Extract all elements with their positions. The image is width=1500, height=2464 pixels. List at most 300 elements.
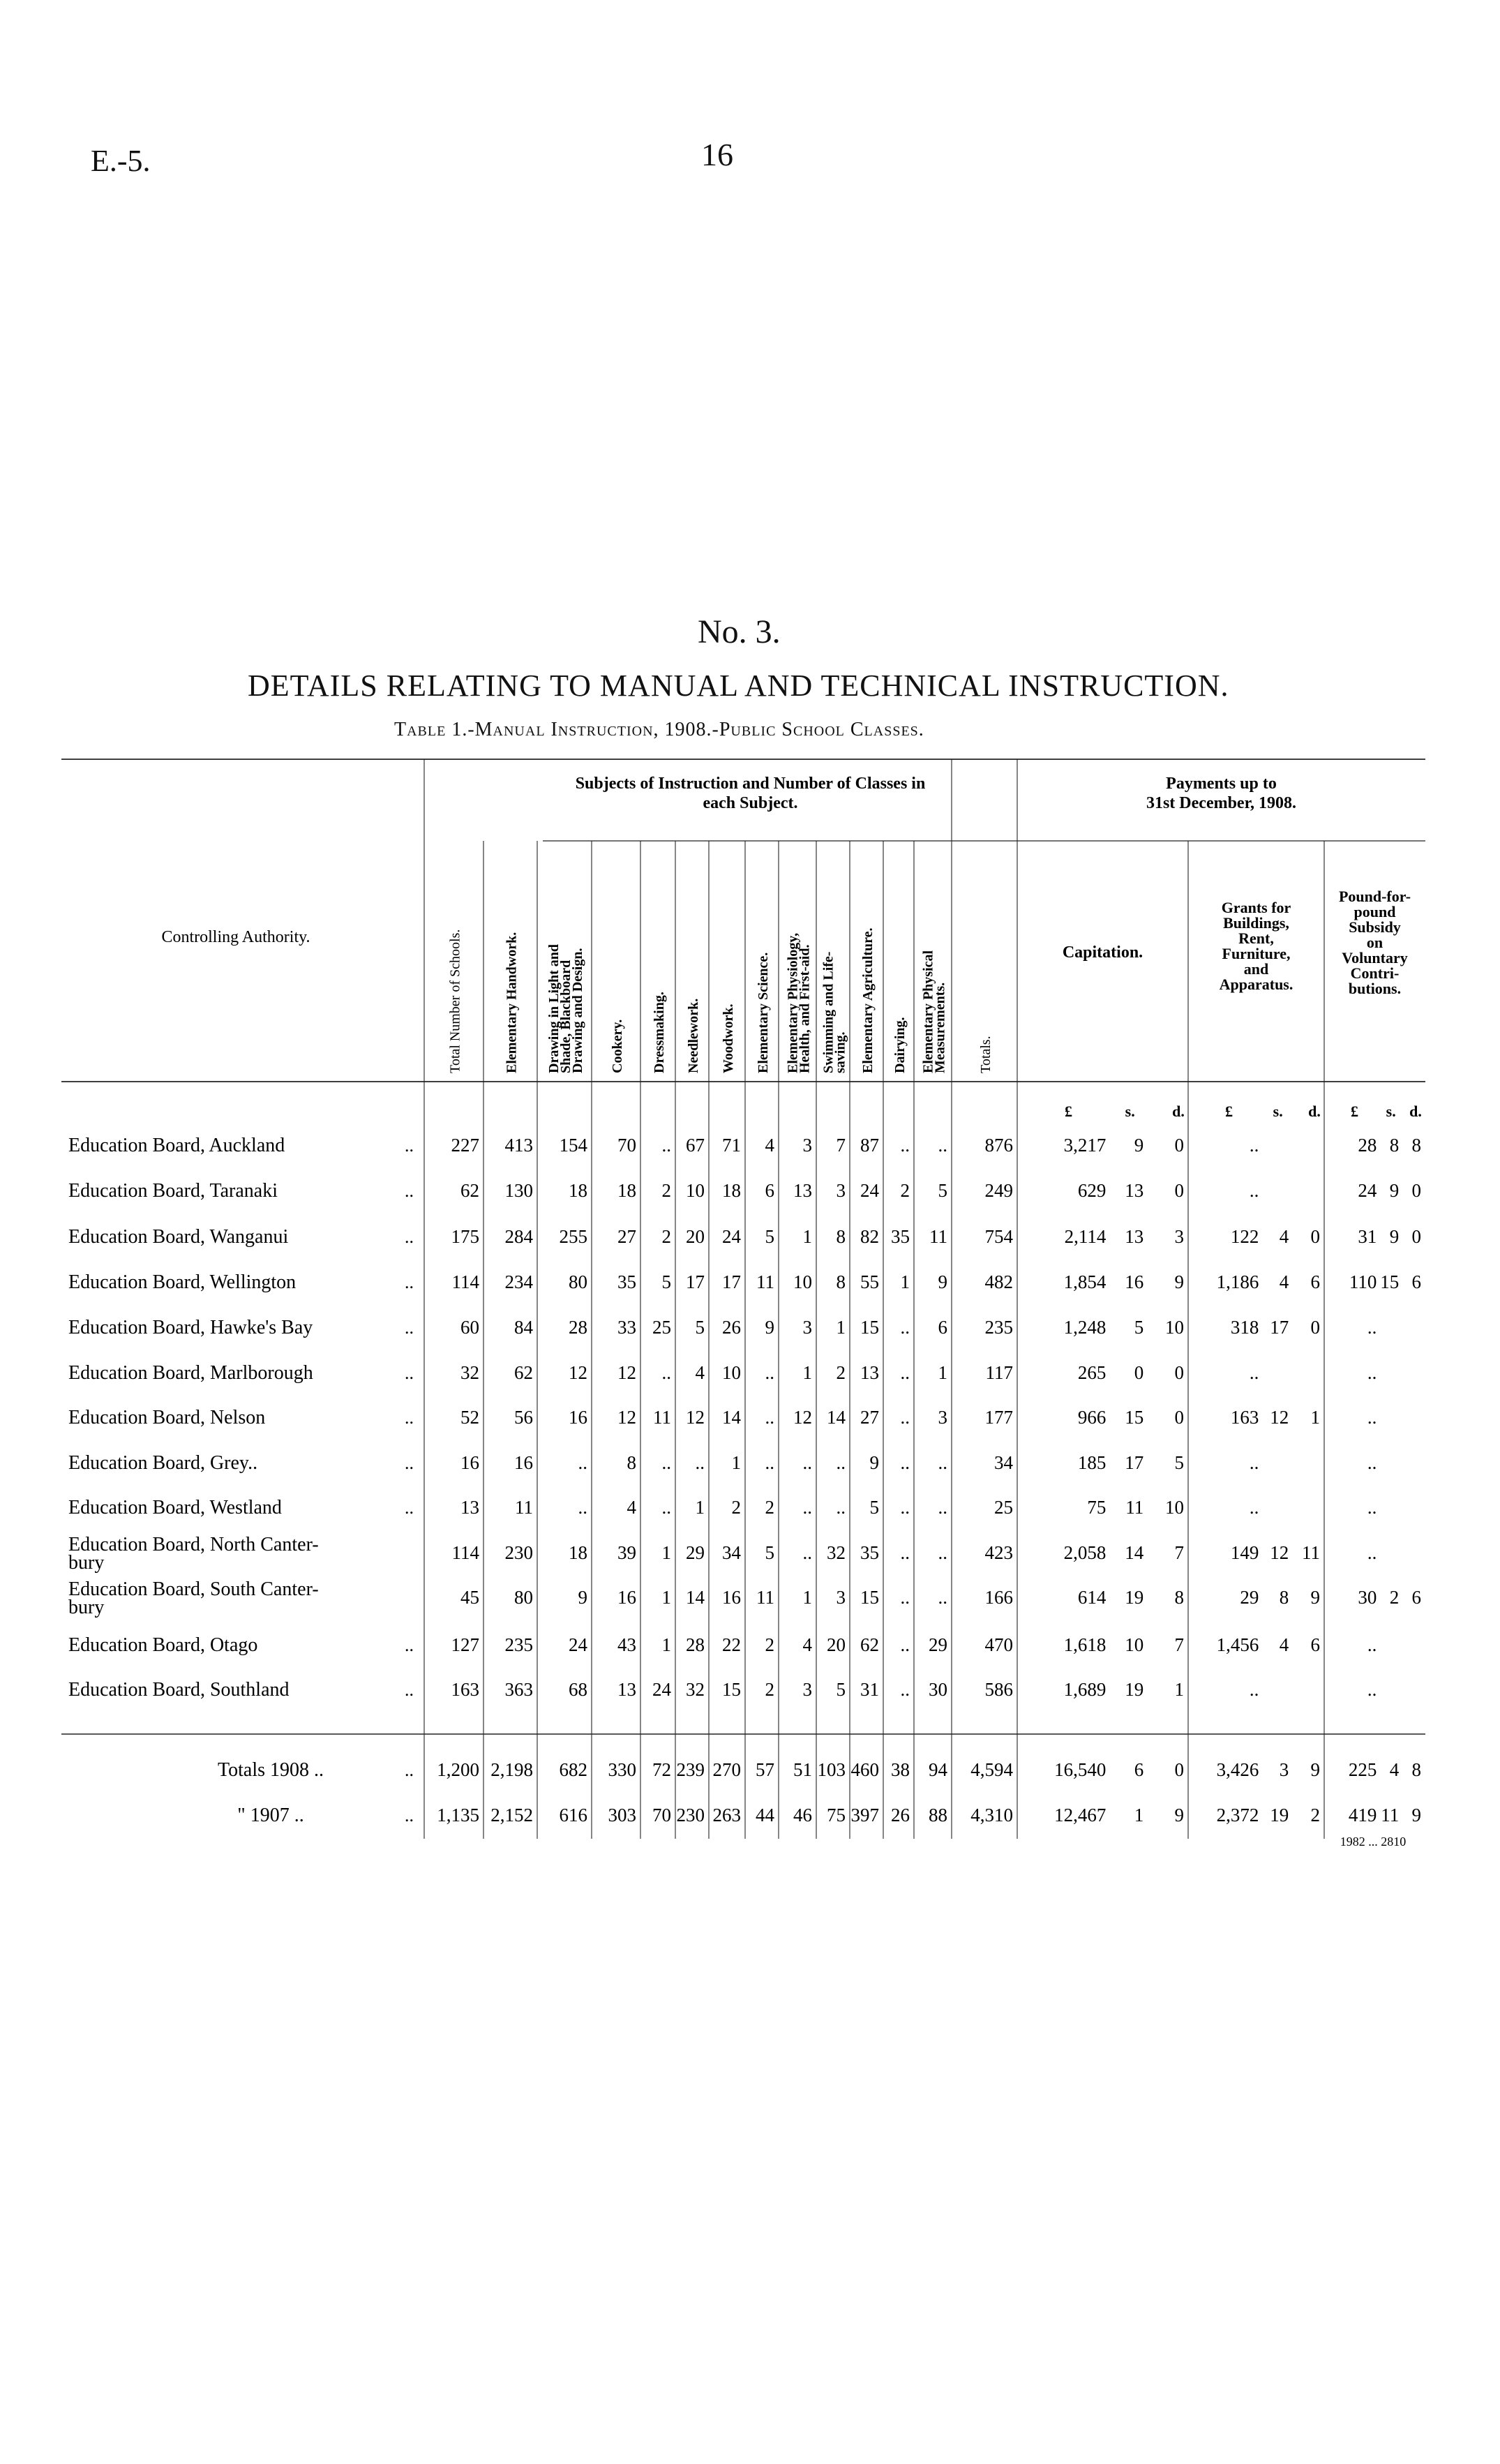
- capitation-header: Capitation.: [1062, 943, 1143, 962]
- table-cell: 235: [504, 1634, 533, 1655]
- capitation-cell-pounds: 1,618: [1063, 1634, 1107, 1655]
- column-header-6-line-1: Needlework.: [686, 998, 701, 1073]
- table-cell: 26: [722, 1317, 741, 1338]
- capitation-cell-pence: 7: [1174, 1542, 1184, 1563]
- totals-capitation-shillings: 6: [1134, 1759, 1144, 1780]
- column-header-13-line-2: Measurements.: [932, 982, 948, 1073]
- totals-pound-subsidy-shillings: 11: [1381, 1805, 1400, 1825]
- totals-pound-subsidy-shillings: 4: [1389, 1759, 1400, 1780]
- capitation-cell-pence: 0: [1174, 1180, 1184, 1201]
- table-cell: 1: [802, 1226, 812, 1247]
- table-cell: 586: [984, 1679, 1013, 1700]
- table-cell: 1: [731, 1452, 741, 1473]
- table-cell: 4: [765, 1135, 774, 1156]
- table-cell: 24: [569, 1634, 587, 1655]
- table-cell: 2: [661, 1180, 671, 1201]
- table-cell: 35: [617, 1271, 636, 1292]
- grants-cell-pounds: ..: [1249, 1452, 1259, 1473]
- table-cell: 62: [514, 1362, 533, 1383]
- table-cell: 482: [984, 1271, 1013, 1292]
- capitation-cell-pounds: 629: [1077, 1180, 1107, 1201]
- table-cell: 235: [984, 1317, 1013, 1338]
- pound-subsidy-header-line-4: on: [1366, 934, 1383, 951]
- table-cell: ..: [900, 1634, 910, 1655]
- table-cell: 18: [569, 1542, 587, 1563]
- capitation-cell-shillings: 15: [1125, 1407, 1144, 1428]
- table-cell: 22: [722, 1634, 741, 1655]
- totals-cell: 88: [929, 1805, 947, 1825]
- table-cell: 10: [686, 1180, 705, 1201]
- document-code: E.-5.: [91, 144, 151, 178]
- table-cell: 84: [514, 1317, 533, 1338]
- pound-subsidy-unit-shilling: s.: [1386, 1103, 1396, 1120]
- table-cell: 3: [802, 1135, 812, 1156]
- column-header-12-line-1: Dairying.: [892, 1017, 908, 1073]
- pound-subsidy-header-line-7: butions.: [1348, 980, 1402, 997]
- row-leader-dots: ..: [405, 1181, 414, 1201]
- table-grid: [61, 754, 1425, 1863]
- column-header-8-line-1: Elementary Science.: [756, 952, 771, 1073]
- grants-cell-shillings: 12: [1270, 1542, 1289, 1563]
- table-cell: 1: [900, 1271, 910, 1292]
- table-cell: 154: [559, 1135, 587, 1156]
- table-cell: 1: [661, 1587, 671, 1608]
- table-footnote: 1982 ... 2810: [1340, 1835, 1407, 1849]
- column-header-9-line-2: Health, and First-aid.: [797, 944, 813, 1073]
- table-cell: 12: [569, 1362, 587, 1383]
- table-cell: ..: [765, 1452, 774, 1473]
- grants-cell-pence: 1: [1310, 1407, 1320, 1428]
- table-cell: 9: [578, 1587, 587, 1608]
- table-cell: 2: [661, 1226, 671, 1247]
- capitation-cell-shillings: 17: [1125, 1452, 1144, 1473]
- table-cell: 2: [765, 1634, 774, 1655]
- capitation-unit-pound: £: [1065, 1103, 1072, 1120]
- table-cell: 25: [994, 1497, 1013, 1518]
- table-cell: 3: [836, 1587, 846, 1608]
- table-cell: 423: [984, 1542, 1013, 1563]
- row-label: Education Board, Southland: [68, 1679, 290, 1701]
- table-cell: 166: [984, 1587, 1013, 1608]
- table-cell: 1: [661, 1634, 671, 1655]
- capitation-cell-pence: 9: [1174, 1271, 1184, 1292]
- totals-cell: 75: [827, 1805, 846, 1825]
- pound-subsidy-cell-shillings: 2: [1389, 1587, 1400, 1608]
- capitation-cell-shillings: 19: [1125, 1679, 1144, 1700]
- capitation-cell-pence: 7: [1174, 1634, 1184, 1655]
- grants-cell-pounds: 1,186: [1216, 1271, 1259, 1292]
- column-header-3-line-2: Shade, Blackboard: [558, 960, 573, 1073]
- table-cell: ..: [661, 1135, 671, 1156]
- pound-subsidy-cell-pounds: ..: [1367, 1634, 1377, 1655]
- table-cell: 87: [860, 1135, 879, 1156]
- table-cell: ..: [802, 1497, 812, 1518]
- table-cell: 20: [686, 1226, 705, 1247]
- table-cell: 11: [756, 1271, 774, 1292]
- column-header-9-line-1: Elementary Physiology,: [785, 932, 801, 1073]
- table-cell: 127: [451, 1634, 479, 1655]
- table-cell: 34: [722, 1542, 741, 1563]
- table-cell: 15: [860, 1317, 879, 1338]
- totals-capitation-shillings: 1: [1134, 1805, 1144, 1825]
- totals-cell: 460: [850, 1759, 879, 1780]
- pound-subsidy-cell-pounds: ..: [1367, 1542, 1377, 1563]
- row-label: Education Board, Westland: [68, 1497, 282, 1518]
- grants-cell-pence: 0: [1310, 1226, 1320, 1247]
- table-cell: ..: [802, 1542, 812, 1563]
- totals-cell: 682: [559, 1759, 587, 1780]
- table-cell: 4: [695, 1362, 705, 1383]
- capitation-cell-shillings: 14: [1125, 1542, 1144, 1563]
- table-cell: 8: [627, 1452, 636, 1473]
- grants-cell-shillings: 4: [1279, 1226, 1289, 1247]
- table-cell: 2: [731, 1497, 741, 1518]
- row-leader-dots: ..: [405, 1227, 414, 1247]
- row-leader-dots: ..: [405, 1635, 414, 1655]
- table-cell: 35: [891, 1226, 910, 1247]
- totals-cell: 303: [608, 1805, 636, 1825]
- table-cell: 32: [460, 1362, 479, 1383]
- table-cell: 31: [860, 1679, 879, 1700]
- row-label-continuation: bury: [68, 1597, 105, 1618]
- pound-subsidy-cell-shillings: 9: [1389, 1226, 1400, 1247]
- controlling-authority-header: Controlling Authority.: [161, 928, 310, 946]
- table-cell: 12: [617, 1407, 636, 1428]
- pound-subsidy-cell-pounds: 30: [1358, 1587, 1377, 1608]
- table-cell: 1: [695, 1497, 705, 1518]
- grants-cell-shillings: 12: [1270, 1407, 1289, 1428]
- capitation-cell-shillings: 11: [1125, 1497, 1144, 1518]
- grants-cell-shillings: 17: [1270, 1317, 1289, 1338]
- table-cell: 413: [504, 1135, 533, 1156]
- table-cell: 10: [722, 1362, 741, 1383]
- row-label: Education Board, Marlborough: [68, 1362, 313, 1384]
- row-leader-dots: ..: [405, 1272, 414, 1292]
- capitation-unit-shilling: s.: [1125, 1103, 1135, 1120]
- capitation-cell-shillings: 16: [1125, 1271, 1144, 1292]
- totals-cell: 51: [793, 1759, 812, 1780]
- table-cell: 29: [686, 1542, 705, 1563]
- pound-subsidy-cell-shillings: 8: [1389, 1135, 1400, 1156]
- pound-subsidy-cell-pounds: 110: [1349, 1271, 1377, 1292]
- pound-subsidy-cell-pounds: 31: [1358, 1226, 1377, 1247]
- totals-cell: 2,198: [490, 1759, 533, 1780]
- row-label-continuation: bury: [68, 1552, 105, 1574]
- grants-cell-pounds: 149: [1230, 1542, 1259, 1563]
- grants-cell-pounds: 29: [1240, 1587, 1259, 1608]
- totals-leader-dots: ..: [405, 1760, 414, 1780]
- table-cell: 14: [686, 1587, 705, 1608]
- table-cell: 16: [617, 1587, 636, 1608]
- table-cell: ..: [661, 1362, 671, 1383]
- table-cell: 68: [569, 1679, 587, 1700]
- table-cell: 5: [695, 1317, 705, 1338]
- table-cell: 9: [869, 1452, 879, 1473]
- column-header-13-line-1: Elementary Physical: [920, 950, 936, 1073]
- totals-cell: 26: [891, 1805, 910, 1825]
- grants-cell-shillings: 4: [1279, 1634, 1289, 1655]
- table-cell: 32: [686, 1679, 705, 1700]
- totals-pound-subsidy-pounds: 225: [1348, 1759, 1377, 1780]
- grants-header-line-3: Rent,: [1238, 929, 1274, 947]
- totals-label: " 1907 ..: [237, 1805, 304, 1826]
- pound-subsidy-header-line-3: Subsidy: [1349, 918, 1401, 936]
- column-header-11-line-1: Elementary Agriculture.: [860, 927, 876, 1073]
- grants-cell-pounds: 1,456: [1216, 1634, 1259, 1655]
- row-label: Education Board, Taranaki: [68, 1180, 278, 1202]
- totals-cell: 72: [652, 1759, 671, 1780]
- grants-cell-pounds: 122: [1230, 1226, 1259, 1247]
- totals-grants-pence: 2: [1310, 1805, 1320, 1825]
- pound-subsidy-cell-shillings: 9: [1389, 1180, 1400, 1201]
- capitation-cell-pounds: 966: [1077, 1407, 1107, 1428]
- row-leader-dots: ..: [405, 1498, 414, 1518]
- table-cell: 24: [722, 1226, 741, 1247]
- grants-header-line-4: Furniture,: [1222, 945, 1291, 962]
- table-cell: 12: [793, 1407, 812, 1428]
- table-cell: 5: [938, 1180, 947, 1201]
- capitation-cell-pence: 0: [1174, 1362, 1184, 1383]
- capitation-cell-pounds: 1,689: [1063, 1679, 1107, 1700]
- row-label: Education Board, Nelson: [68, 1407, 266, 1428]
- table-cell: 177: [984, 1407, 1013, 1428]
- row-leader-dots: ..: [405, 1135, 414, 1156]
- grants-cell-pence: 0: [1310, 1317, 1320, 1338]
- table-cell: 62: [460, 1180, 479, 1201]
- table-cell: 39: [617, 1542, 636, 1563]
- capitation-cell-pounds: 2,114: [1064, 1226, 1107, 1247]
- table-cell: 1: [836, 1317, 846, 1338]
- grants-unit-pence: d.: [1308, 1103, 1321, 1120]
- table-cell: 18: [569, 1180, 587, 1201]
- capitation-cell-pence: 1: [1174, 1679, 1184, 1700]
- totals-cell: 4,594: [970, 1759, 1013, 1780]
- table-cell: ..: [578, 1497, 587, 1518]
- table-cell: 25: [652, 1317, 671, 1338]
- table-cell: ..: [900, 1679, 910, 1700]
- table-cell: 5: [765, 1542, 774, 1563]
- table-cell: 34: [994, 1452, 1013, 1473]
- table-cell: 12: [617, 1362, 636, 1383]
- table-cell: 1: [802, 1362, 812, 1383]
- table-cell: ..: [938, 1497, 947, 1518]
- totals-grants-shillings: 3: [1279, 1759, 1289, 1780]
- table-cell: 16: [569, 1407, 587, 1428]
- pound-subsidy-cell-pounds: ..: [1367, 1452, 1377, 1473]
- capitation-cell-pence: 8: [1174, 1587, 1184, 1608]
- table-cell: ..: [765, 1407, 774, 1428]
- table-cell: 130: [504, 1180, 533, 1201]
- pound-subsidy-cell-pence: 6: [1411, 1271, 1421, 1292]
- page-number: 16: [701, 137, 733, 172]
- table-cell: 71: [722, 1135, 741, 1156]
- capitation-cell-pence: 3: [1174, 1226, 1184, 1247]
- table-cell: 1: [661, 1542, 671, 1563]
- table-cell: 35: [860, 1542, 879, 1563]
- column-header-5-line-1: Dressmaking.: [652, 992, 667, 1073]
- column-header-10-line-2: saving.: [832, 1031, 848, 1073]
- table-cell: 16: [460, 1452, 479, 1473]
- totals-cell: 263: [712, 1805, 741, 1825]
- table-cell: 11: [653, 1407, 671, 1428]
- totals-cell: 616: [559, 1805, 587, 1825]
- pound-subsidy-cell-pence: 6: [1411, 1587, 1421, 1608]
- table-cell: 56: [514, 1407, 533, 1428]
- table-cell: 45: [460, 1587, 479, 1608]
- table-cell: ..: [938, 1542, 947, 1563]
- table-cell: 7: [836, 1135, 846, 1156]
- row-label: Education Board, Auckland: [68, 1135, 285, 1156]
- pound-subsidy-cell-pounds: 28: [1358, 1135, 1377, 1156]
- table-cell: ..: [900, 1542, 910, 1563]
- capitation-cell-pounds: 614: [1077, 1587, 1107, 1608]
- totals-cell: 330: [608, 1759, 636, 1780]
- table-cell: 67: [686, 1135, 705, 1156]
- table-cell: 18: [617, 1180, 636, 1201]
- pound-subsidy-header-line-1: Pound-for-: [1338, 888, 1411, 905]
- grants-cell-shillings: 8: [1279, 1587, 1289, 1608]
- table-cell: 249: [984, 1180, 1013, 1201]
- section-number: No. 3.: [698, 613, 781, 650]
- totals-grants-pounds: 2,372: [1216, 1805, 1259, 1825]
- subjects-group-header-line-1: Subjects of Instruction and Number of Classes in: [575, 775, 926, 793]
- table-cell: 20: [827, 1634, 846, 1655]
- grants-header-line-6: Apparatus.: [1219, 976, 1293, 993]
- table-cell: ..: [938, 1135, 947, 1156]
- grants-cell-pounds: ..: [1249, 1180, 1259, 1201]
- payments-group-header-line-2: 31st December, 1908.: [1146, 794, 1297, 812]
- grants-header-line-5: and: [1243, 960, 1269, 978]
- table-cell: 52: [460, 1407, 479, 1428]
- table-cell: 2: [765, 1497, 774, 1518]
- table-cell: 24: [860, 1180, 879, 1201]
- column-header-2-line-1: Elementary Handwork.: [504, 932, 520, 1073]
- totals-grants-pence: 9: [1310, 1759, 1320, 1780]
- table-cell: 114: [451, 1271, 479, 1292]
- row-leader-dots: ..: [405, 1363, 414, 1383]
- pound-subsidy-cell-pounds: ..: [1367, 1407, 1377, 1428]
- totals-cell: 239: [676, 1759, 705, 1780]
- table-cell: 1: [938, 1362, 947, 1383]
- table-cell: 8: [836, 1271, 846, 1292]
- table-cell: 11: [929, 1226, 947, 1247]
- capitation-cell-shillings: 13: [1125, 1226, 1144, 1247]
- table-cell: 1: [802, 1587, 812, 1608]
- column-header-4-line-1: Cookery.: [610, 1019, 625, 1073]
- document-title: DETAILS RELATING TO MANUAL AND TECHNICAL INSTRUCTION.: [248, 669, 1229, 703]
- capitation-cell-pence: 0: [1174, 1407, 1184, 1428]
- table-cell: 27: [617, 1226, 636, 1247]
- table-cell: 13: [617, 1679, 636, 1700]
- table-cell: 5: [836, 1679, 846, 1700]
- table-cell: ..: [802, 1452, 812, 1473]
- column-header-3-line-3: Drawing and Design.: [570, 948, 585, 1073]
- grants-cell-pence: 9: [1310, 1587, 1320, 1608]
- capitation-cell-pounds: 2,058: [1063, 1542, 1107, 1563]
- table-cell: 80: [569, 1271, 587, 1292]
- table-cell: 15: [722, 1679, 741, 1700]
- table-cell: 12: [686, 1407, 705, 1428]
- totals-cell: 397: [850, 1805, 879, 1825]
- table-cell: ..: [900, 1497, 910, 1518]
- table-cell: 11: [756, 1587, 774, 1608]
- table-cell: 33: [617, 1317, 636, 1338]
- row-label: Education Board, Grey..: [68, 1452, 258, 1474]
- row-label: Education Board, Hawke's Bay: [68, 1317, 313, 1338]
- table-cell: 14: [827, 1407, 846, 1428]
- capitation-unit-pence: d.: [1172, 1103, 1185, 1120]
- capitation-cell-pounds: 1,248: [1063, 1317, 1107, 1338]
- pound-subsidy-header-line-6: Contri-: [1350, 964, 1400, 982]
- table-cell: ..: [765, 1362, 774, 1383]
- totals-pound-subsidy-pence: 9: [1411, 1805, 1421, 1825]
- table-cell: 2: [900, 1180, 910, 1201]
- table-cell: 16: [722, 1587, 741, 1608]
- grants-unit-shilling: s.: [1273, 1103, 1283, 1120]
- table-cell: 17: [722, 1271, 741, 1292]
- table-cell: ..: [900, 1317, 910, 1338]
- table-cell: 3: [938, 1407, 947, 1428]
- row-label: Education Board, Wellington: [68, 1271, 297, 1293]
- grants-cell-pounds: 318: [1230, 1317, 1259, 1338]
- totals-cell: 270: [712, 1759, 741, 1780]
- totals-pound-subsidy-pence: 8: [1411, 1759, 1421, 1780]
- table-cell: 6: [765, 1180, 774, 1201]
- pound-subsidy-cell-pence: 0: [1411, 1180, 1421, 1201]
- pound-subsidy-header-line-5: Voluntary: [1342, 949, 1408, 966]
- column-header-3-line-1: Drawing in Light and: [546, 943, 562, 1073]
- manual-instruction-table: [61, 754, 1425, 1863]
- capitation-cell-pounds: 185: [1077, 1452, 1107, 1473]
- grants-unit-pound: £: [1225, 1103, 1233, 1120]
- table-cell: 230: [504, 1542, 533, 1563]
- subjects-group-header-line-2: each Subject.: [703, 794, 798, 812]
- totals-cell: 230: [676, 1805, 705, 1825]
- table-cell: 62: [860, 1634, 879, 1655]
- row-leader-dots: ..: [405, 1408, 414, 1428]
- table-cell: 10: [793, 1271, 812, 1292]
- table-cell: 15: [860, 1587, 879, 1608]
- table-cell: 9: [938, 1271, 947, 1292]
- totals-cell: 46: [793, 1805, 812, 1825]
- table-cell: 16: [514, 1452, 533, 1473]
- totals-label: Totals 1908 ..: [217, 1759, 324, 1781]
- totals-cell: 70: [652, 1805, 671, 1825]
- table-cell: 13: [793, 1180, 812, 1201]
- table-cell: 114: [451, 1542, 479, 1563]
- table-cell: 18: [722, 1180, 741, 1201]
- pound-subsidy-cell-pounds: ..: [1367, 1497, 1377, 1518]
- table-cell: 5: [661, 1271, 671, 1292]
- row-leader-dots: ..: [405, 1453, 414, 1473]
- table-cell: 28: [686, 1634, 705, 1655]
- table-cell: 754: [984, 1226, 1013, 1247]
- capitation-cell-pence: 0: [1174, 1135, 1184, 1156]
- table-cell: 8: [836, 1226, 846, 1247]
- pound-subsidy-cell-shillings: 15: [1380, 1271, 1400, 1292]
- table-cell: 27: [860, 1407, 879, 1428]
- grants-cell-pence: 6: [1310, 1634, 1320, 1655]
- totals-grants-shillings: 19: [1270, 1805, 1289, 1825]
- table-cell: 284: [504, 1226, 533, 1247]
- table-cell: ..: [661, 1497, 671, 1518]
- totals-cell: 4,310: [970, 1805, 1013, 1825]
- table-cell: 4: [802, 1634, 812, 1655]
- table-cell: 2: [836, 1362, 846, 1383]
- table-cell: 3: [836, 1180, 846, 1201]
- table-cell: 9: [765, 1317, 774, 1338]
- capitation-cell-shillings: 19: [1125, 1587, 1144, 1608]
